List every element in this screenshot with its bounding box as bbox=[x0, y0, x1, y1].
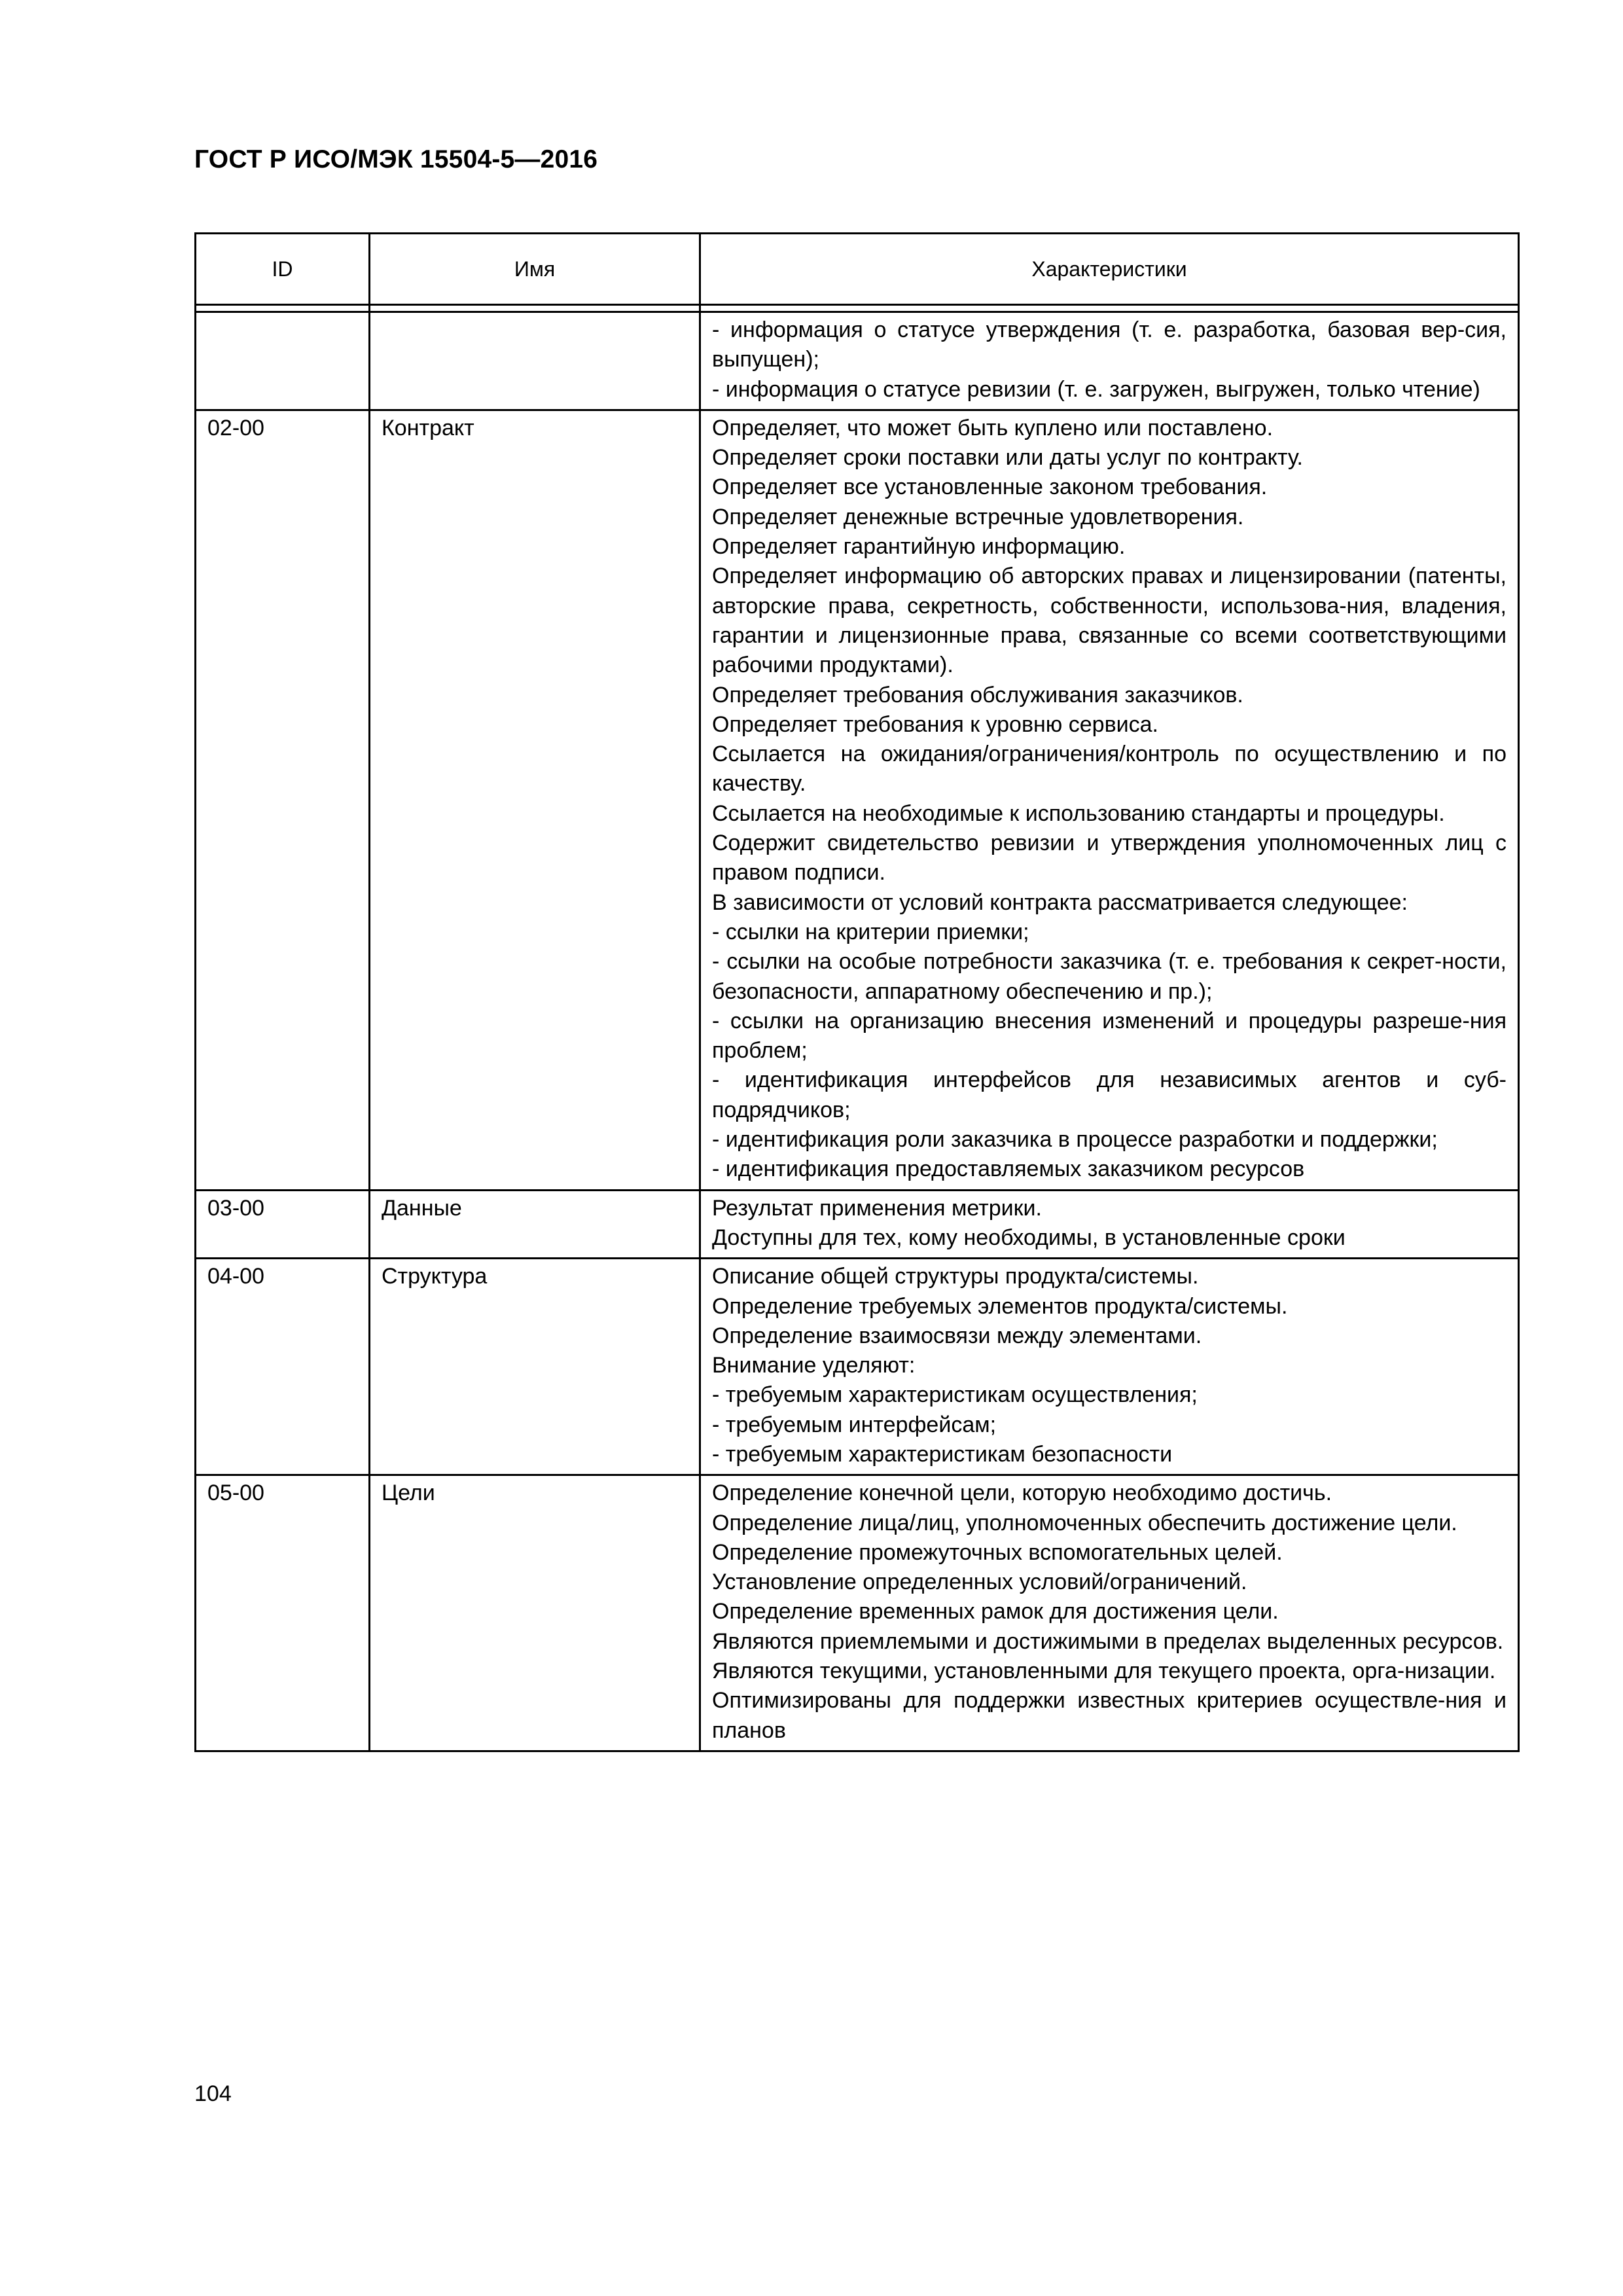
characteristic-line: - информация о статусе ревизии (т. е. загружен, выгружен, только чтение) bbox=[712, 376, 1480, 402]
characteristic-line: Определение взаимосвязи между элементами. bbox=[712, 1323, 1202, 1348]
characteristic-line: Определение требуемых элементов продукта/системы. bbox=[712, 1293, 1288, 1319]
characteristic-line: - информация о статусе утверждения (т. е. разработка, базовая вер-сия, выпущен); bbox=[712, 317, 1507, 372]
table-row bbox=[196, 1190, 1519, 1259]
characteristic-line: - ссылки на критерии приемки; bbox=[712, 919, 1029, 944]
row-name: Цели bbox=[370, 1475, 700, 1751]
row-characteristics bbox=[700, 1259, 1519, 1475]
characteristic-line: Являются текущими, установленными для текущего проекта, орга-низации. bbox=[712, 1659, 1496, 1684]
characteristic-line: Содержит свидетельство ревизии и утверждения уполномоченных лиц с правом подписи. bbox=[712, 831, 1507, 886]
characteristic-line: - ссылки на организацию внесения изменений и процедуры разреше-ния проблем; bbox=[712, 1008, 1507, 1064]
characteristic-line: Определяет требования к уровню сервиса. bbox=[712, 711, 1158, 737]
characteristic-line: Внимание уделяют: bbox=[712, 1353, 916, 1378]
column-header-id: ID bbox=[196, 234, 370, 305]
characteristic-line: Оптимизированы для поддержки известных критериев осуществле-ния и планов bbox=[712, 1688, 1507, 1743]
row-name bbox=[370, 312, 700, 410]
characteristic-line: - идентификация предоставляемых заказчиком ресурсов bbox=[712, 1157, 1305, 1182]
characteristic-line: Доступны для тех, кому необходимы, в установленные сроки bbox=[712, 1225, 1346, 1250]
characteristic-line: - идентификация роли заказчика в процессе разработки и поддержки; bbox=[712, 1127, 1438, 1153]
table-row bbox=[196, 1259, 1519, 1475]
column-header-name: Имя bbox=[370, 234, 700, 305]
characteristic-line: Определяет все установленные законом требования. bbox=[712, 475, 1268, 500]
row-characteristics bbox=[700, 1475, 1519, 1751]
characteristic-line: - требуемым характеристикам безопасности bbox=[712, 1441, 1173, 1467]
characteristic-line: Описание общей структуры продукта/системы. bbox=[712, 1264, 1199, 1289]
table-row bbox=[196, 1475, 1519, 1751]
characteristic-line: Определяет, что может быть куплено или поставлено. bbox=[712, 415, 1274, 440]
characteristic-line: Ссылается на необходимые к использованию стандарты и процедуры. bbox=[712, 800, 1445, 826]
row-characteristics bbox=[700, 312, 1519, 410]
characteristic-line: Определение временных рамок для достижения цели. bbox=[712, 1599, 1279, 1624]
row-characteristics bbox=[700, 1190, 1519, 1259]
column-header-characteristics: Характеристики bbox=[700, 234, 1519, 305]
characteristic-line: Определяет денежные встречные удовлетворения. bbox=[712, 504, 1244, 529]
row-id bbox=[196, 312, 370, 410]
row-characteristics bbox=[700, 410, 1519, 1190]
table-header-row bbox=[196, 234, 1519, 305]
row-name: Данные bbox=[370, 1190, 700, 1259]
characteristic-line: Определяет требования обслуживания заказчиков. bbox=[712, 682, 1243, 708]
characteristic-line: - ссылки на особые потребности заказчика (т. е. требования к секрет-ности, безопасности, аппаратному обеспечению и пр.); bbox=[712, 949, 1507, 1004]
separator-cell bbox=[196, 305, 370, 312]
row-name: Контракт bbox=[370, 410, 700, 1190]
row-id: 03-00 bbox=[196, 1190, 370, 1259]
characteristic-line: Результат применения метрики. bbox=[712, 1195, 1042, 1221]
separator-cell bbox=[700, 305, 1519, 312]
characteristic-line: - идентификация интерфейсов для независимых агентов и суб-подрядчиков; bbox=[712, 1067, 1507, 1122]
page-number: 104 bbox=[194, 2081, 232, 2106]
row-id: 04-00 bbox=[196, 1259, 370, 1475]
characteristic-line: В зависимости от условий контракта рассматривается следующее: bbox=[712, 889, 1408, 915]
header-separator-row bbox=[196, 305, 1519, 312]
characteristic-line: Ссылается на ожидания/ограничения/контроль по осуществлению и по качеству. bbox=[712, 742, 1507, 797]
row-name: Структура bbox=[370, 1259, 700, 1475]
characteristic-line: Установление определенных условий/ограничений. bbox=[712, 1570, 1247, 1595]
characteristic-line: Определение конечной цели, которую необходимо достичь. bbox=[712, 1480, 1332, 1506]
document-header: ГОСТ Р ИСО/МЭК 15504-5—2016 bbox=[194, 145, 598, 173]
characteristic-line: Определяет гарантийную информацию. bbox=[712, 534, 1126, 560]
row-id: 02-00 bbox=[196, 410, 370, 1190]
characteristic-line: - требуемым характеристикам осуществления; bbox=[712, 1382, 1198, 1408]
row-id: 05-00 bbox=[196, 1475, 370, 1751]
characteristic-line: Являются приемлемыми и достижимыми в пределах выделенных ресурсов. bbox=[712, 1628, 1504, 1654]
characteristic-line: Определяет информацию об авторских правах и лицензировании (патенты, авторские права, секретность, собственности, использова-ния, владения, гарантии и лицензионные права, связанные со всеми соответствующими рабочими продуктами). bbox=[712, 564, 1507, 678]
characteristics-table bbox=[194, 232, 1520, 1752]
table-body bbox=[196, 305, 1519, 1751]
separator-cell bbox=[370, 305, 700, 312]
table-row bbox=[196, 410, 1519, 1190]
table-row bbox=[196, 312, 1519, 410]
characteristic-line: Определение лица/лиц, уполномоченных обеспечить достижение цели. bbox=[712, 1510, 1457, 1535]
characteristic-line: - требуемым интерфейсам; bbox=[712, 1412, 997, 1437]
characteristic-line: Определяет сроки поставки или даты услуг по контракту. bbox=[712, 445, 1303, 471]
characteristic-line: Определение промежуточных вспомогательных целей. bbox=[712, 1539, 1283, 1565]
